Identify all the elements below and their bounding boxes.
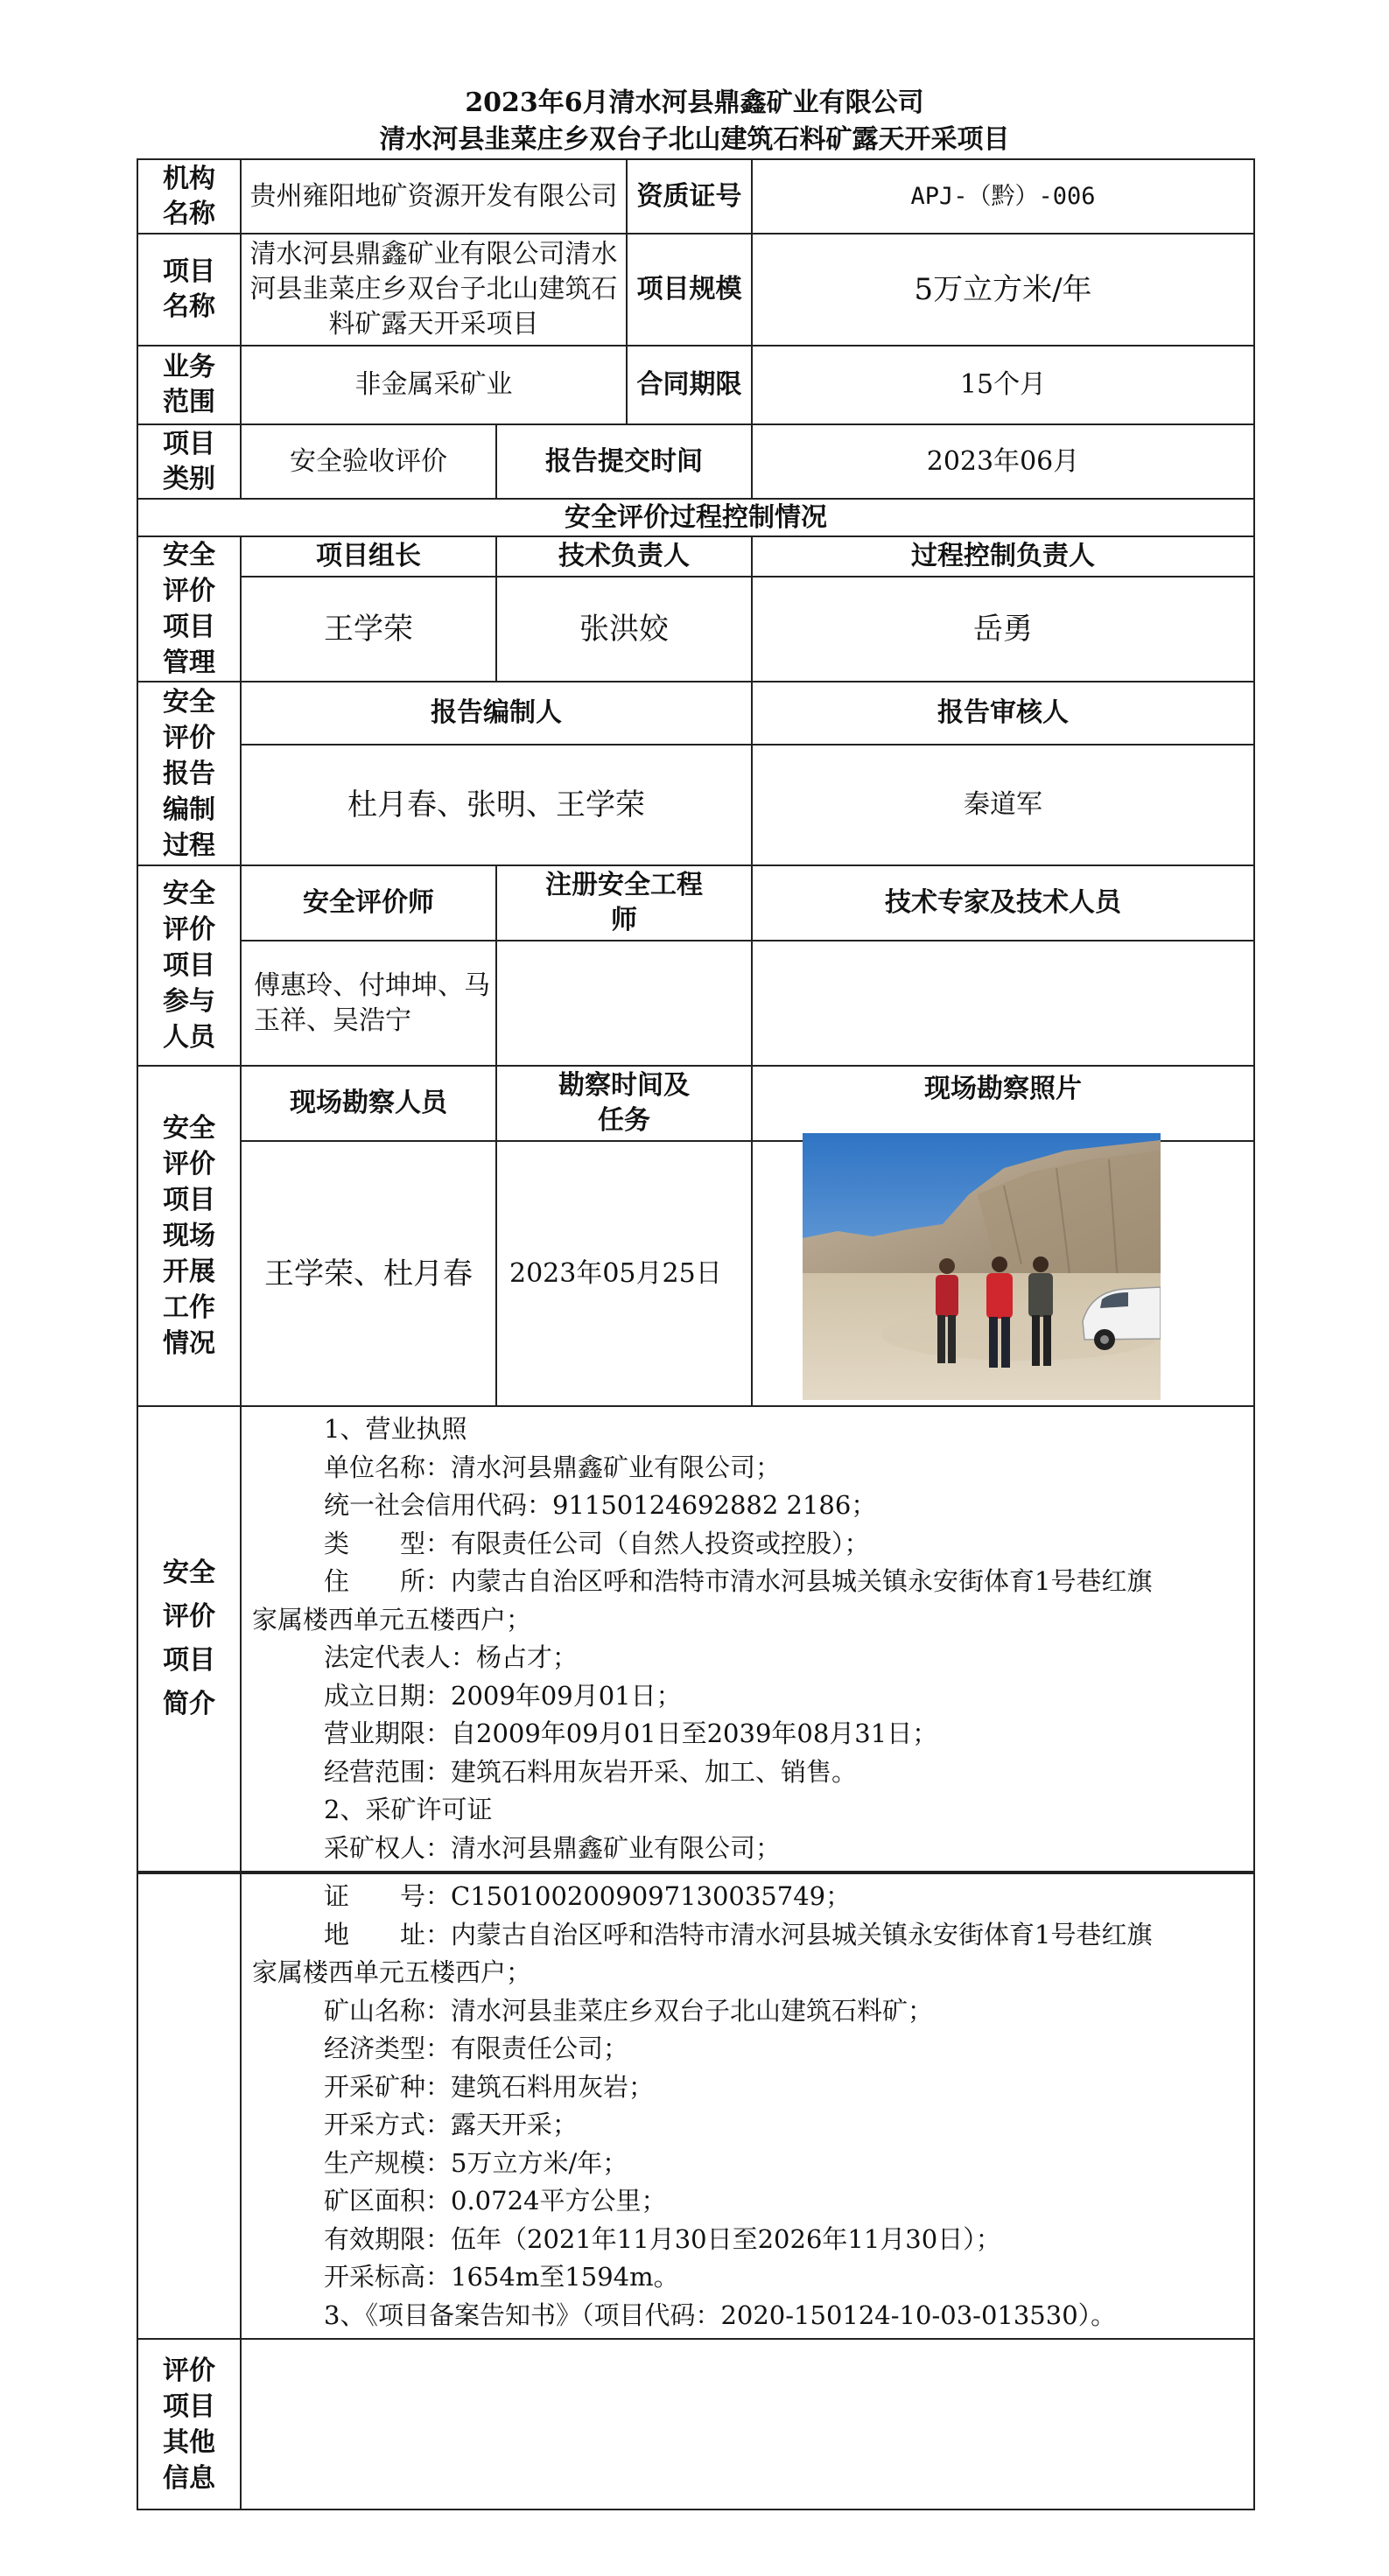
evaluators-value: 傅惠玲、付坤坤、马玉祥、吴浩宁 xyxy=(241,941,496,1066)
survey-time-label: 勘察时间及 任务 xyxy=(496,1066,752,1141)
contract-value: 15个月 xyxy=(752,346,1254,424)
evaluation-form-table xyxy=(137,158,1255,1872)
experts-value xyxy=(752,941,1254,1066)
compilers-value: 杜月春、张明、王学荣 xyxy=(241,745,752,865)
survey-time-value: 2023年05月25日 xyxy=(496,1141,752,1406)
intro-content-page1 xyxy=(241,1406,1254,1872)
intro-line: 法定代表人：杨占才； xyxy=(324,1642,579,1672)
ctrl-value: 岳勇 xyxy=(752,577,1254,682)
submit-label: 报告提交时间 xyxy=(496,424,752,499)
reviewer-value: 秦道军 xyxy=(752,745,1254,865)
intro-line: 开采方式：露天开采； xyxy=(324,2110,579,2139)
intro-line: 经济类型：有限责任公司； xyxy=(324,2034,629,2063)
mgmt-label: 安全 评价 项目 管理 xyxy=(137,536,241,682)
photo-label: 现场勘察照片 xyxy=(752,1066,1254,1141)
intro-line: 家属楼西单元五楼西户； xyxy=(252,1957,532,1987)
staff-label: 安全 评价 项目 参与 人员 xyxy=(137,865,241,1066)
doc-title-line1: 2023年6月清水河县鼎鑫矿业有限公司 xyxy=(465,88,924,118)
intro-line: 矿山名称：清水河县韭菜庄乡双台子北山建筑石料矿； xyxy=(324,1995,934,2026)
project-value: 清水河县鼎鑫矿业有限公司清水河县韭菜庄乡双台子北山建筑石料矿露天开采项目 xyxy=(241,234,627,346)
process-header: 安全评价过程控制情况 xyxy=(137,499,1254,536)
intro-line: 3、《项目备案告知书》（项目代码：2020-150124-10-03-013530）。 xyxy=(324,2300,1117,2330)
intro-line: 生产规模：5万立方米/年； xyxy=(324,2147,628,2178)
intro-line: 开采矿种：建筑石料用灰岩； xyxy=(324,2071,655,2102)
intro-line: 营业期限：自2009年09月01日至2039年08月31日； xyxy=(324,1718,938,1748)
other-info-value xyxy=(241,2339,1254,2510)
intro-line: 开采标高：1654m至1594m。 xyxy=(324,2262,679,2292)
intro-line: 采矿权人：清水河县鼎鑫矿业有限公司； xyxy=(324,1832,782,1863)
intro-line: 1、营业执照 xyxy=(324,1414,467,1444)
cert-label: 资质证号 xyxy=(627,159,752,234)
tech-value: 张洪姣 xyxy=(496,577,752,682)
scale-label: 项目规模 xyxy=(627,234,752,346)
intro-line: 类 型：有限责任公司（自然人投资或控股）； xyxy=(324,1528,870,1558)
intro-line: 2、采矿许可证 xyxy=(324,1795,493,1824)
leader-value: 王学荣 xyxy=(241,577,496,682)
intro-line: 经营范围：建筑石料用灰岩开采、加工、销售。 xyxy=(324,1756,858,1787)
cert-value: APJ-（黔）-006 xyxy=(752,159,1254,234)
site-label: 安全 评价 项目 现场 开展 工作 情况 xyxy=(137,1066,241,1406)
intro-line: 单位名称：清水河县鼎鑫矿业有限公司； xyxy=(324,1452,782,1482)
intro-line: 地 址：内蒙古自治区呼和浩特市清水河县城关镇永安街体育1号巷红旗 xyxy=(324,1919,1153,1950)
type-label: 项目 类别 xyxy=(137,424,241,499)
surveyor-label: 现场勘察人员 xyxy=(241,1066,496,1141)
evaluation-form-table-continued xyxy=(137,1872,1255,2510)
reviewer-label: 报告审核人 xyxy=(752,682,1254,745)
intro-label: 安全 评价 项目 简介 xyxy=(137,1406,241,1872)
intro-content-page2 xyxy=(241,1873,1254,2339)
engineer-label: 注册安全工程 师 xyxy=(496,865,752,941)
type-value: 安全验收评价 xyxy=(241,424,496,499)
intro-line: 成立日期：2009年09月01日； xyxy=(324,1680,682,1711)
contract-label: 合同期限 xyxy=(627,346,752,424)
org-value: 贵州雍阳地矿资源开发有限公司 xyxy=(241,159,627,234)
compiler-label: 报告编制人 xyxy=(241,682,752,745)
intro-line: 家属楼西单元五楼西户； xyxy=(252,1604,532,1634)
scale-value: 5万立方米/年 xyxy=(752,234,1254,346)
expert-label: 技术专家及技术人员 xyxy=(752,865,1254,941)
evaluator-label: 安全评价师 xyxy=(241,865,496,941)
site-survey-photo xyxy=(803,1133,1161,1400)
doc-title-line2: 清水河县韭菜庄乡双台子北山建筑石料矿露天开采项目 xyxy=(379,124,1010,155)
intro-line: 住 所：内蒙古自治区呼和浩特市清水河县城关镇永安街体育1号巷红旗 xyxy=(324,1566,1153,1596)
intro-line: 证 号：C1501002009097130035749； xyxy=(324,1881,852,1911)
engineers-value xyxy=(496,941,752,1066)
ctrl-label: 过程控制负责人 xyxy=(752,536,1254,577)
intro-label-continued xyxy=(137,1873,241,2339)
org-label: 机构 名称 xyxy=(137,159,241,234)
project-label: 项目 名称 xyxy=(137,234,241,346)
intro-line: 有效期限：伍年（2021年11月30日至2026年11月30日）； xyxy=(324,2223,1001,2254)
intro-line: 统一社会信用代码：91150124692882 2186； xyxy=(324,1490,877,1520)
business-label: 业务 范围 xyxy=(137,346,241,424)
leader-label: 项目组长 xyxy=(241,536,496,577)
report-label: 安全 评价 报告 编制 过程 xyxy=(137,682,241,865)
business-value: 非金属采矿业 xyxy=(241,346,627,424)
surveyors-value: 王学荣、杜月春 xyxy=(241,1141,496,1406)
intro-line: 矿区面积：0.0724平方公里； xyxy=(324,2186,667,2216)
submit-value: 2023年06月 xyxy=(752,424,1254,499)
other-info-label: 评价 项目 其他 信息 xyxy=(137,2339,241,2510)
tech-label: 技术负责人 xyxy=(496,536,752,577)
